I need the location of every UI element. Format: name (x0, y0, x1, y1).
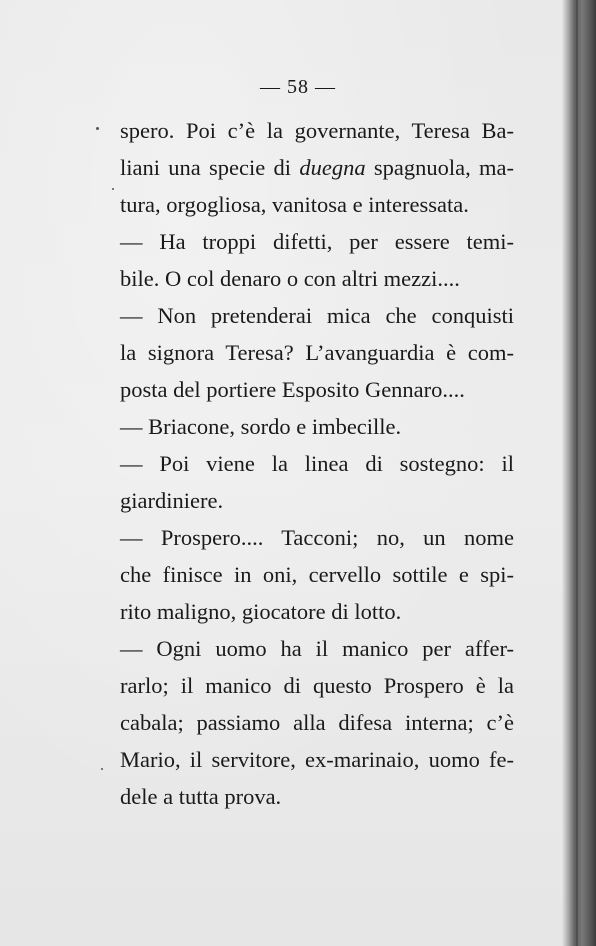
text-line-17: cabala; passiamo alla difesa interna; c’è (120, 710, 514, 735)
text-line-16: rarlo; il manico di questo Prospero è la (120, 673, 514, 698)
text-line-13: che finisce in oni, cervello sottile e spi- (120, 562, 514, 587)
body-text (120, 112, 514, 815)
text-line-5: bile. O col denaro o con altri mezzi.... (120, 266, 460, 291)
text-line-2: liani una specie di duegna spagnuola, ma- (120, 155, 514, 180)
paper-speck (96, 127, 99, 130)
text-line-3: tura, orgogliosa, vanitosa e interessata. (120, 192, 469, 217)
text-line-4: — Ha troppi difetti, per essere temi- (120, 229, 514, 254)
text-line-18: Mario, il servitore, ex-marinaio, uomo fe- (120, 747, 514, 772)
text-line-15: — Ogni uomo ha il manico per affer- (120, 636, 514, 661)
paper-speck (101, 768, 103, 770)
binding-edge (562, 0, 596, 946)
page-number: — 58 — (260, 76, 336, 98)
text-line-19: dele a tutta prova. (120, 784, 282, 809)
text-line-8: posta del portiere Esposito Gennaro.... (120, 377, 465, 402)
text-line-9: — Briacone, sordo e imbecille. (120, 414, 402, 439)
text-line-10: — Poi viene la linea di sostegno: il (120, 451, 514, 476)
italic-word: duegna (299, 155, 366, 180)
text-line-1: spero. Poi c’è la governante, Teresa Ba- (120, 118, 514, 143)
paper-speck (112, 188, 114, 190)
text-line-12: — Prospero.... Tacconi; no, un nome (120, 525, 514, 550)
text-line-6: — Non pretenderai mica che conquisti (120, 303, 514, 328)
text-line-14: rito maligno, giocatore di lotto. (120, 599, 402, 624)
text-line-7: la signora Teresa? L’avanguardia è com- (120, 340, 514, 365)
text-line-11: giardiniere. (120, 488, 224, 513)
